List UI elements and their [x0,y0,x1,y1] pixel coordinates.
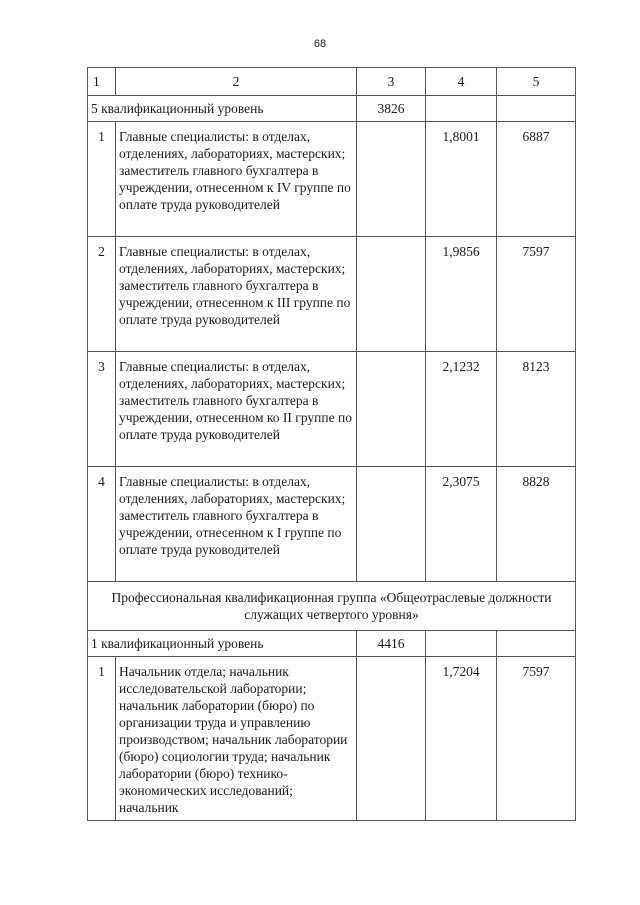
qualification-level-title: 5 квалификационный уровень [88,96,357,122]
header-cell-5: 5 [497,68,576,96]
position-description [116,352,357,467]
salary: 6887 [497,122,576,237]
position-description-text: Главные специалисты: в отделах, отделениях, лабораториях, мастерских; заместитель главного бухгалтера в учреждении, отнесенном ко II группе по оплате труда руководителей [119,359,352,442]
position-description [116,657,357,821]
empty-cell [426,96,497,122]
position-description-text: Начальник отдела; начальник исследовательской лаборатории; начальник лаборатории (бюро) по организации труда и управлению производством; начальник лаборатории (бюро) социологии труда; начальник лаборатории (бюро) технико-экономических исследований; начальник [119,664,348,815]
position-description-text: Главные специалисты: в отделах, отделениях, лабораториях, мастерских; заместитель главного бухгалтера в учреждении, отнесенном к I группе по оплате труда руководителей [119,474,346,557]
table-row [88,352,576,467]
empty-cell [357,352,426,467]
empty-cell [357,237,426,352]
coefficient: 1,9856 [426,237,497,352]
professional-group-title: Профессиональная квалификационная группа «Общеотраслевые должности служащих четвертого уровня» [88,582,576,631]
header-cell-4: 4 [426,68,497,96]
row-number: 1 [88,122,116,237]
empty-cell [357,657,426,821]
row-number: 2 [88,237,116,352]
header-cell-1: 1 [88,68,116,96]
table-row [88,237,576,352]
empty-cell [497,631,576,657]
coefficient: 1,8001 [426,122,497,237]
salary-table [87,67,576,821]
coefficient: 2,1232 [426,352,497,467]
table-header-row [88,68,576,96]
professional-group-row [88,582,576,631]
table-row [88,657,576,821]
position-description [116,237,357,352]
coefficient: 2,3075 [426,467,497,582]
empty-cell [357,122,426,237]
position-description [116,467,357,582]
empty-cell [497,96,576,122]
salary: 7597 [497,657,576,821]
qualification-level-row [88,96,576,122]
base-salary: 3826 [357,96,426,122]
header-cell-2: 2 [116,68,357,96]
empty-cell [357,467,426,582]
qualification-level-title: 1 квалификационный уровень [88,631,357,657]
header-cell-3: 3 [357,68,426,96]
salary: 8123 [497,352,576,467]
table-row [88,122,576,237]
salary: 7597 [497,237,576,352]
qualification-level-row [88,631,576,657]
row-number: 4 [88,467,116,582]
empty-cell [426,631,497,657]
page-number: 68 [313,38,327,50]
coefficient: 1,7204 [426,657,497,821]
position-description [116,122,357,237]
base-salary: 4416 [357,631,426,657]
position-description-text: Главные специалисты: в отделах, отделениях, лабораториях, мастерских; заместитель главного бухгалтера в учреждении, отнесенном к III группе по оплате труда руководителей [119,244,351,327]
row-number: 1 [88,657,116,821]
table-row [88,467,576,582]
salary: 8828 [497,467,576,582]
position-description-text: Главные специалисты: в отделах, отделениях, лабораториях, мастерских; заместитель главного бухгалтера в учреждении, отнесенном к IV группе по оплате труда руководителей [119,129,351,212]
row-number: 3 [88,352,116,467]
